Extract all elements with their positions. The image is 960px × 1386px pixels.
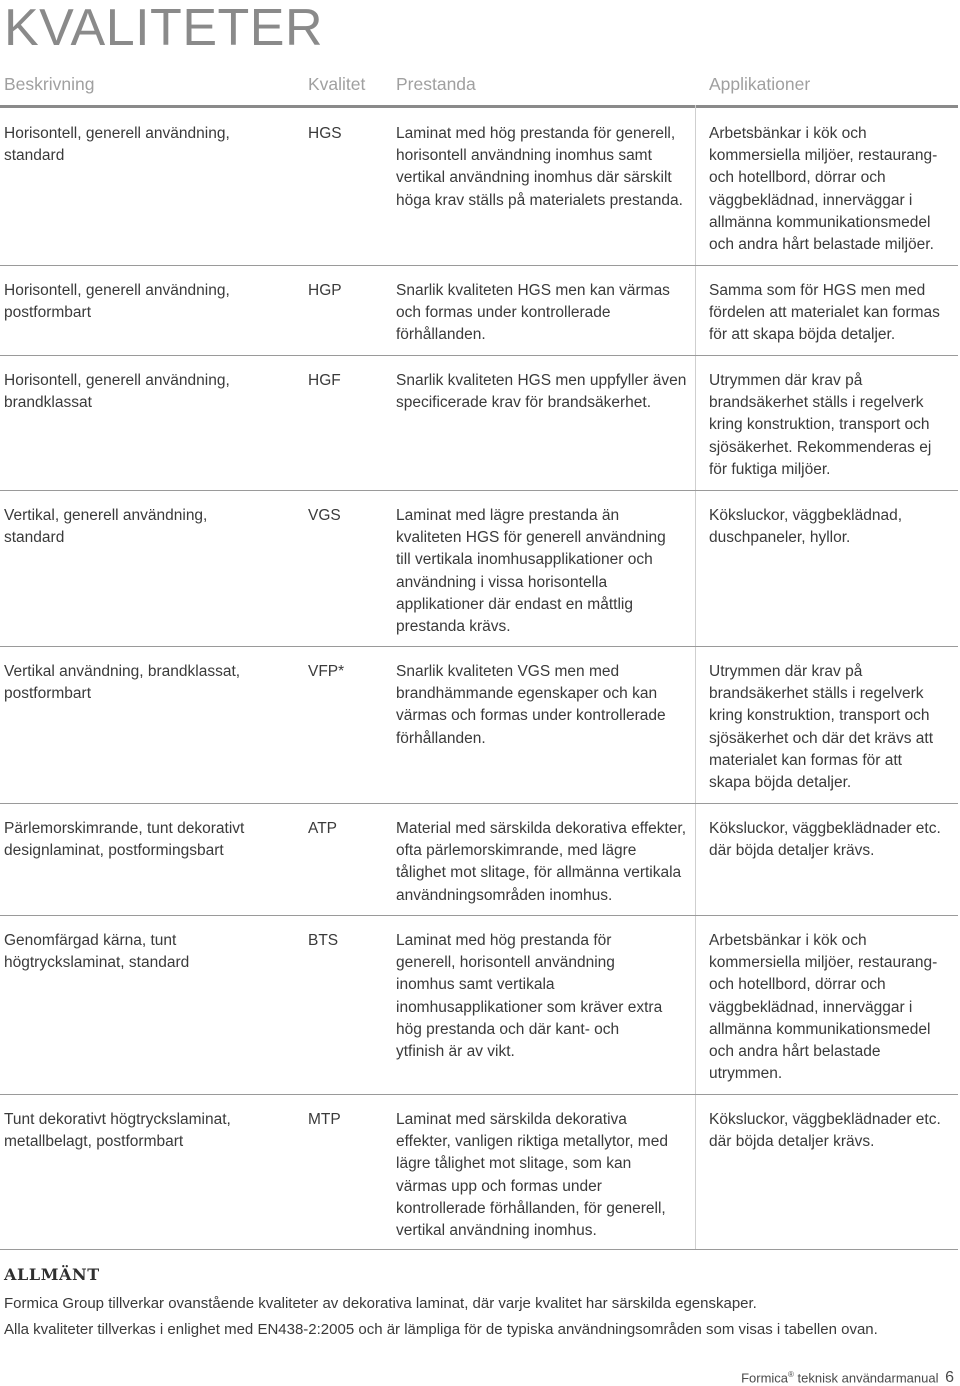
header-quality: Kvalitet [308, 74, 366, 94]
row-applications: Köksluckor, väggbeklädnader etc. där böjda detaljer krävs. [709, 820, 941, 860]
row-applications: Arbetsbänkar i kök och kommersiella miljöer, restaurang- och hotellbord, dörrar och väggbeklädnad, innerväggar i allmänna kommunikationsmedel och andra hårt belastade miljöer. [709, 125, 938, 254]
row-description: Genomfärgad kärna, tunt högtryckslaminat, standard [4, 932, 190, 972]
row-description: Tunt dekorativt högtryckslaminat, metallbelagt, postformbart [4, 1111, 231, 1151]
footer [741, 1367, 954, 1386]
row-quality: VGS [308, 507, 341, 524]
row-divider [0, 355, 958, 356]
row-performance: Laminat med särskilda dekorativa effekter, vanligen riktiga metallytor, med lägre tålighet mot slitage, som kan värmas upp och formas under kontrollerade förhållanden, för generell, vertikal användning inomhus. [396, 1111, 668, 1240]
row-performance: Snarlik kvaliteten HGS men uppfyller även specificerade krav för brandsäkerhet. [396, 372, 687, 412]
row-performance: Laminat med hög prestanda för generell, horisontell användning inomhus samt vertikala inomhusapplikationer som kräver extra hög prestanda och där kant- och ytfinish är av vikt. [396, 932, 663, 1061]
row-divider [0, 646, 958, 647]
row-quality: HGF [308, 372, 341, 389]
page-number: 6 [945, 1369, 954, 1386]
row-description: Horisontell, generell användning, brandklassat [4, 372, 230, 412]
row-applications: Arbetsbänkar i kök och kommersiella miljöer, restaurang- och hotellbord, dörrar och väggbeklädnad, innerväggar i allmänna kommunikationsmedel och andra hårt belastade utrymmen. [709, 932, 938, 1083]
row-quality: VFP* [308, 663, 345, 680]
footer-brand: Formica [741, 1370, 789, 1386]
row-quality: BTS [308, 932, 339, 949]
row-performance: Laminat med hög prestanda för generell, horisontell användning inomhus samt vertikal användning inomhus där särskilt höga krav ställs på materialets prestanda. [396, 125, 683, 209]
row-divider [0, 1249, 958, 1250]
row-description: Pärlemorskimrande, tunt dekorativt designlaminat, postformingsbart [4, 820, 245, 860]
row-performance: Snarlik kvaliteten VGS men med brandhämmande egenskaper och kan värmas och formas under kontrollerade förhållanden. [396, 663, 666, 747]
row-description: Vertikal användning, brandklassat, postformbart [4, 663, 241, 703]
page-title: KVALITETER [4, 0, 324, 57]
row-description: Vertikal, generell användning, standard [4, 507, 208, 547]
row-divider [0, 803, 958, 804]
row-quality: HGS [308, 125, 342, 142]
row-quality: HGP [308, 282, 342, 299]
header-applications: Applikationer [709, 74, 811, 94]
header-description: Beskrivning [4, 74, 95, 94]
row-divider [0, 490, 958, 491]
row-performance: Laminat med lägre prestanda än kvaliteten HGS för generell användning till vertikala inomhusapplikationer och användning i vissa horisontella applikationer där endast en måttlig prestanda krävs. [396, 507, 666, 636]
row-description: Horisontell, generell användning, standard [4, 125, 230, 165]
row-applications: Köksluckor, väggbeklädnader etc. där böjda detaljer krävs. [709, 1111, 941, 1151]
row-applications: Utrymmen där krav på brandsäkerhet ställs i regelverk kring konstruktion, transport och sjösäkerhet. Rekommenderas ej för fuktiga miljöer. [709, 372, 932, 478]
row-performance: Material med särskilda dekorativa effekter, ofta pärlemorskimrande, med lägre tålighet mot slitage, för allmänna vertikala användningsområden inomhus. [396, 820, 687, 904]
general-text-line-2: Alla kvaliteter tillverkas i enlighet med EN438-2:2005 och är lämpliga för de typiska användningsområden som visas i tabellen ovan. [4, 1321, 878, 1338]
row-quality: MTP [308, 1111, 341, 1128]
header-divider [0, 105, 958, 108]
row-applications: Samma som för HGS men med fördelen att materialet kan formas för att skapa böjda detaljer. [709, 282, 940, 344]
general-text-line-1: Formica Group tillverkar ovanstående kvaliteter av dekorativa laminat, där varje kvalitet har särskilda egenskaper. [4, 1295, 757, 1312]
row-performance: Snarlik kvaliteten HGS men kan värmas och formas under kontrollerade förhållanden. [396, 282, 670, 344]
row-divider [0, 1094, 958, 1095]
row-divider [0, 265, 958, 266]
row-description: Horisontell, generell användning, postformbart [4, 282, 230, 322]
registered-mark: ® [788, 1370, 794, 1379]
row-divider [0, 915, 958, 916]
row-quality: ATP [308, 820, 337, 837]
column-divider [695, 105, 696, 1249]
row-applications: Utrymmen där krav på brandsäkerhet ställs i regelverk kring konstruktion, transport och sjösäkerhet och där det krävs att materialet kan formas för att skapa böjda detaljer. [709, 663, 934, 792]
header-performance: Prestanda [396, 74, 476, 94]
row-applications: Köksluckor, väggbeklädnad, duschpaneler, hyllor. [709, 507, 903, 547]
general-heading: ALLMÄNT [4, 1265, 100, 1284]
footer-text: teknisk användarmanual [797, 1370, 939, 1386]
